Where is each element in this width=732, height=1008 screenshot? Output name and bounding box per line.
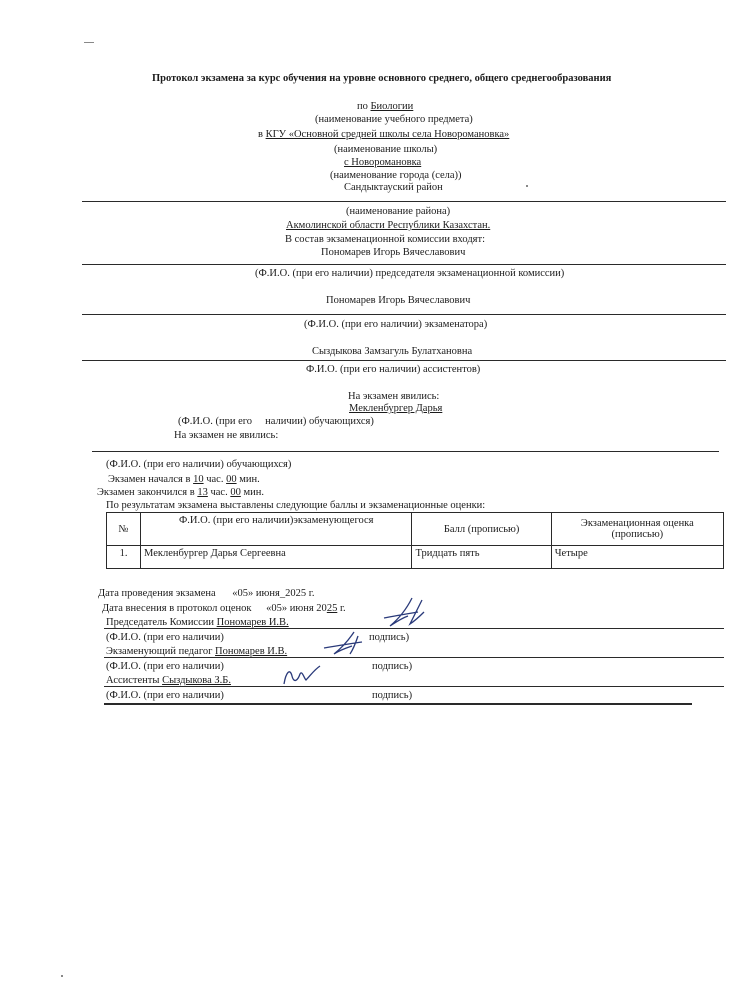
divider-line [82, 360, 726, 361]
school-caption: (наименование школы) [334, 144, 438, 155]
absent-label: На экзамен не явились: [174, 430, 279, 441]
divider-line [82, 264, 726, 265]
sign-assistant-caption-right: подпись) [372, 690, 413, 701]
sign-chair-caption-right: подпись) [369, 632, 410, 643]
start-minutes: 00 [226, 474, 237, 485]
header-name: Ф.И.О. (при его наличии)экзаменующегося [141, 513, 412, 546]
examiner-caption: (Ф.И.О. (при его наличии) экзаменатора) [304, 319, 488, 330]
entry-date-label: Дата внесения в протокол оценок [102, 603, 252, 614]
sign-chair-caption-left: (Ф.И.О. (при его наличии) [106, 632, 224, 643]
signature-line [104, 686, 724, 687]
absent-caption: (Ф.И.О. (при его наличии) обучающихся) [106, 459, 292, 470]
scan-speck [526, 185, 528, 187]
cell-score: Тридцать пять [412, 546, 551, 569]
attended-caption: (Ф.И.О. (при его наличии) обучающихся) [178, 416, 374, 427]
exam-start-line [108, 473, 260, 486]
sign-chair-label: Председатель Комиссии [106, 617, 214, 628]
exam-date-label: Дата проведения экзамена [98, 588, 216, 599]
city-caption: (наименование города (села)) [330, 170, 462, 181]
assistant-signature-icon [280, 662, 324, 690]
header-grade: Экзаменационная оценка (прописью) [551, 513, 723, 546]
table-header-row [107, 513, 724, 546]
subject-caption: (наименование учебного предмета) [315, 114, 473, 125]
sign-assistant-name: Сыздыкова З.Б. [162, 675, 231, 686]
school-value: КГУ «Основной средней школы села Новоромановка» [265, 129, 510, 140]
district-value: Сандыктауский район [344, 182, 443, 193]
sign-examiner-caption-right: подпись) [372, 661, 413, 672]
end-minutes: 00 [230, 487, 241, 498]
assistant-name: Сыздыкова Замзагуль Булатхановна [312, 346, 473, 357]
chairman-name-top: Пономарев Игорь Вячеславович [321, 247, 466, 258]
end-mid: час. [210, 487, 228, 498]
chairman-signature-icon [378, 596, 434, 632]
signature-line [104, 657, 724, 658]
school-line [258, 128, 509, 141]
start-prefix: Экзамен начался в [108, 474, 191, 485]
scan-speck [84, 42, 94, 43]
sign-assistant-caption-left: (Ф.И.О. (при его наличии) [106, 690, 224, 701]
results-intro: По результатам экзамена выставлены следующие баллы и экзаменационные оценки: [106, 500, 486, 511]
sign-chair-name: Пономарев И.В. [216, 617, 289, 628]
school-prefix: в [258, 129, 263, 140]
district-caption: (наименование района) [346, 206, 451, 217]
sign-examiner-label: Экзаменующий педагог [106, 646, 213, 657]
assistant-caption: Ф.И.О. (при его наличии) ассистентов) [306, 364, 481, 375]
header-num: № [107, 513, 141, 546]
header-score: Балл (прописью) [412, 513, 551, 546]
exam-date-line [98, 587, 314, 600]
exam-date-value: «05» июня_2025 г. [232, 588, 315, 599]
scan-speck [61, 975, 63, 977]
sign-examiner-name: Пономарев И.В. [215, 646, 288, 657]
document-title: Протокол экзамена за курс обучения на уровне основного среднего, общего среднегообразования [152, 73, 612, 84]
start-hours: 10 [193, 474, 204, 485]
exam-end-line [97, 486, 264, 499]
attended-label: На экзамен явились: [348, 391, 440, 402]
attended-name: Мекленбургер Дарья [349, 403, 443, 414]
table-row [107, 546, 724, 569]
entry-date-value: «05» июня 20 [266, 603, 327, 614]
cell-grade: Четыре [551, 546, 723, 569]
entry-date-year: 25 [326, 603, 338, 614]
entry-date-line [102, 602, 346, 615]
cell-name: Мекленбургер Дарья Сергеевна [141, 546, 412, 569]
end-prefix: Экзамен закончился в [97, 487, 195, 498]
start-suffix: мин. [239, 474, 260, 485]
end-suffix: мин. [243, 487, 264, 498]
divider-line [92, 451, 719, 452]
start-mid: час. [206, 474, 224, 485]
chairman-caption: (Ф.И.О. (при его наличии) председателя экзаменационной комиссии) [255, 268, 565, 279]
region-value: Акмолинской области Республики Казахстан. [286, 220, 491, 231]
commission-intro: В состав экзаменационной комиссии входят: [285, 234, 486, 245]
sign-assistant-label: Ассистенты [106, 675, 160, 686]
entry-date-suffix: г. [337, 603, 346, 614]
divider-line [82, 201, 726, 202]
examiner-name: Пономарев Игорь Вячеславович [326, 295, 471, 306]
divider-line [82, 314, 726, 315]
subject-value: Биологии [370, 101, 414, 112]
subject-line [357, 100, 413, 113]
results-table [106, 512, 724, 569]
bottom-rule [104, 703, 692, 705]
examiner-signature-icon [318, 630, 374, 660]
subject-prefix: по [357, 101, 368, 112]
cell-num: 1. [107, 546, 141, 569]
end-hours: 13 [197, 487, 208, 498]
city-value: с Новоромановка [344, 157, 422, 168]
sign-examiner-caption-left: (Ф.И.О. (при его наличии) [106, 661, 224, 672]
